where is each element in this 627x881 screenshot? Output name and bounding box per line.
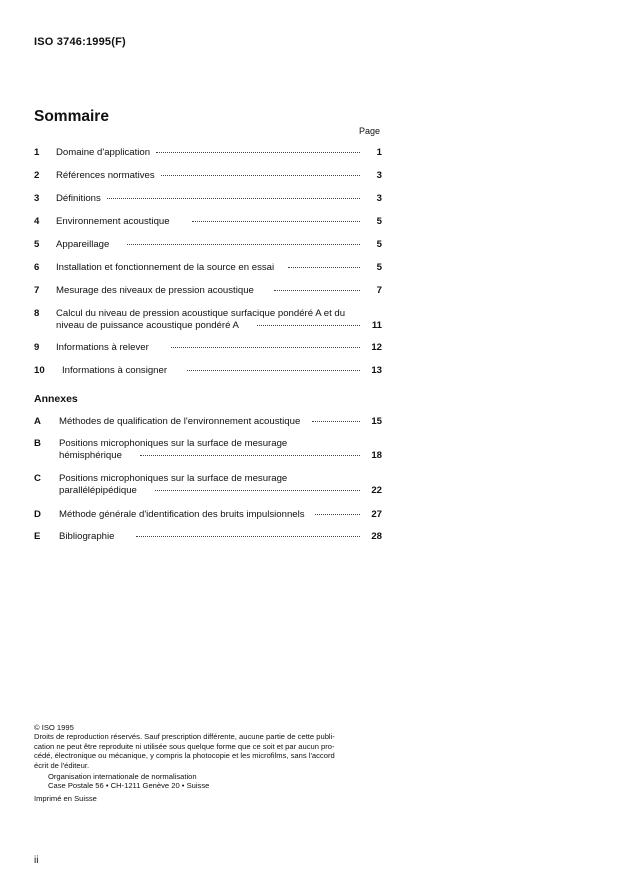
toc-entry-page: 3 bbox=[376, 193, 382, 204]
toc-entry-number: 4 bbox=[34, 216, 40, 227]
toc-entry-number: 3 bbox=[34, 193, 40, 204]
annex-title-continued: parallélépipédique bbox=[59, 484, 137, 496]
organization-name: Organisation internationale de normalisation bbox=[48, 772, 197, 782]
copyright-line: Droits de reproduction réservés. Sauf prescription différente, aucune partie de cette publi- bbox=[34, 732, 335, 742]
annex-title: Méthode générale d'identification des bruits impulsionnels bbox=[59, 509, 305, 520]
document-header: ISO 3746:1995(F) bbox=[34, 36, 126, 48]
copyright-line: © ISO 1995 bbox=[34, 723, 74, 732]
toc-entry-page: 5 bbox=[376, 216, 382, 227]
copyright-block bbox=[34, 723, 394, 803]
annexes-heading: Annexes bbox=[34, 393, 78, 405]
annex-title: Positions microphoniques sur la surface de mesurage bbox=[59, 438, 288, 449]
toc-entry-page: 7 bbox=[376, 285, 382, 296]
annex-page: 15 bbox=[371, 416, 382, 427]
annex-letter: E bbox=[34, 531, 41, 542]
toc-entry-page: 3 bbox=[376, 170, 382, 181]
annex-letter: D bbox=[34, 509, 41, 520]
toc-entry-title: Informations à consigner bbox=[62, 365, 168, 376]
copyright-line: cation ne peut être reproduite ni utilisée sous quelque forme que ce soit et par aucun pro- bbox=[34, 741, 335, 751]
toc-entry-page: 5 bbox=[376, 262, 382, 273]
toc-entry-number: 7 bbox=[34, 285, 40, 296]
annex-letter: C bbox=[34, 473, 41, 484]
toc-entry-title: Calcul du niveau de pression acoustique surfacique pondéré A et du bbox=[56, 308, 346, 319]
toc-entry-number: 9 bbox=[34, 342, 40, 353]
annex-letter: B bbox=[34, 438, 41, 449]
annex-letter: A bbox=[34, 416, 41, 427]
toc-entry-page: 1 bbox=[376, 147, 382, 158]
toc-entry-page: 12 bbox=[371, 342, 382, 353]
toc-entry-page: 13 bbox=[371, 365, 382, 376]
annex-page: 18 bbox=[371, 449, 382, 461]
toc-entry-title: Domaine d'application bbox=[56, 147, 151, 158]
printed-in: Imprimé en Suisse bbox=[34, 793, 97, 803]
copyright-line: cédé, électronique ou mécanique, y compris la photocopie et les microfilms, sans l'accord bbox=[34, 751, 335, 761]
organization-address: Case Postale 56 • CH-1211 Genève 20 • Suisse bbox=[48, 781, 210, 791]
toc-entry-title: Installation et fonctionnement de la source en essai bbox=[56, 262, 275, 273]
toc-entry-page: 11 bbox=[371, 319, 382, 331]
annex-title: Bibliographie bbox=[59, 531, 115, 542]
toc-entry-title: Appareillage bbox=[56, 239, 110, 250]
toc-entry-number: 1 bbox=[34, 147, 40, 158]
page-column-label: Page bbox=[359, 126, 381, 136]
toc-entry-number: 5 bbox=[34, 239, 40, 250]
toc-entry-title: Informations à relever bbox=[56, 342, 149, 353]
toc-entry-number: 10 bbox=[34, 365, 45, 376]
toc-entry-page: 5 bbox=[376, 239, 382, 250]
toc-entry-title: Définitions bbox=[56, 193, 101, 204]
toc-entry-title-continued: niveau de puissance acoustique pondéré A bbox=[56, 319, 239, 331]
page-number: ii bbox=[34, 855, 39, 866]
annex-page: 22 bbox=[371, 484, 382, 496]
toc-entry-number: 6 bbox=[34, 262, 40, 273]
annex-page: 28 bbox=[371, 531, 382, 542]
toc-entry-number: 2 bbox=[34, 170, 40, 181]
toc-entry-title: Références normatives bbox=[56, 170, 155, 181]
annex-page: 27 bbox=[371, 509, 382, 520]
annex-title: Méthodes de qualification de l'environnement acoustique bbox=[59, 416, 301, 427]
toc-entry-title: Mesurage des niveaux de pression acoustique bbox=[56, 285, 254, 296]
copyright-line: écrit de l'éditeur. bbox=[34, 760, 90, 770]
annex-title-continued: hémisphérique bbox=[59, 449, 122, 461]
page-title: Sommaire bbox=[34, 108, 109, 125]
toc-entry-title: Environnement acoustique bbox=[56, 216, 170, 227]
annex-title: Positions microphoniques sur la surface de mesurage bbox=[59, 473, 288, 484]
toc-entry-number: 8 bbox=[34, 308, 40, 319]
